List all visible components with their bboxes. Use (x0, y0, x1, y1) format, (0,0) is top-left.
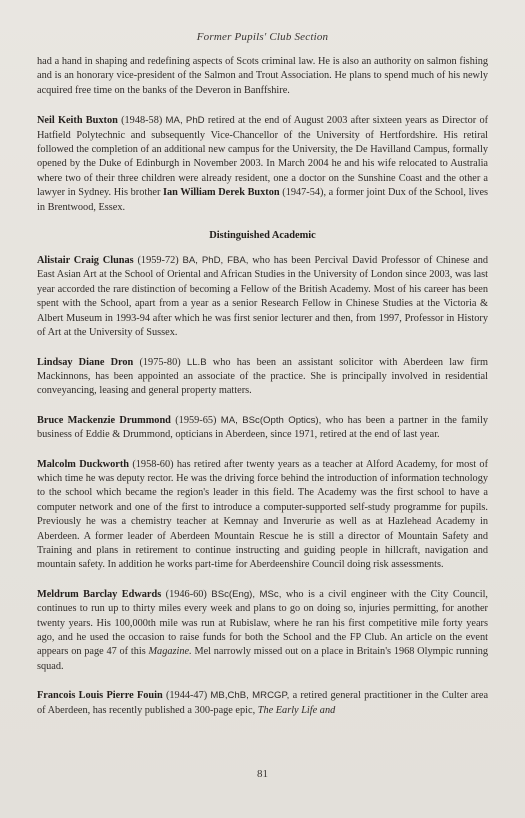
entry-qualifications: MB,ChB, MRCGP, (210, 690, 290, 702)
magazine-title: Magazine. (148, 646, 192, 658)
intro-text: had a hand in shaping and redefining aspects of Scots criminal law. He is also an authority on salmon fishing and is an honorary vice-president of the Salmon and Trout Association. He plans to spend much of his newly acquired free time on the banks of the Deveron in Banffshire. (37, 56, 488, 96)
entry-duckworth (37, 458, 488, 573)
entry-years: (1958-60) (132, 458, 174, 470)
page-number: 81 (257, 768, 268, 780)
entry-years: (1959-72) (137, 255, 179, 267)
entry-qualifications: MA, PhD (165, 115, 205, 127)
entry-qualifications: BSc(Eng), MSc, (211, 588, 282, 600)
entry-years: (1975-80) (139, 356, 181, 368)
running-head: Former Pupils' Club Section (196, 31, 329, 43)
entry-text: who has been a partner in the family business of Eddie & Drummond, opticians in Aberdeen, since 1971, retired at the end of last year. (37, 414, 488, 441)
entry-years: (1948-58) (121, 115, 163, 127)
entry-qualifications: MA, BSc(Opth Optics), (220, 414, 322, 426)
entry-qualifications: BA, PhD, FBA, (182, 255, 249, 267)
entry-name: Meldrum Barclay Edwards (37, 588, 162, 600)
entry-name: Lindsay Diane Dron (37, 356, 134, 368)
brother-name: Ian William Derek Buxton (163, 187, 280, 199)
entry-buxton (37, 114, 488, 215)
entry-text: a retired general practitioner in the Culter area of Aberdeen, has recently published a 300-page epic, (37, 690, 489, 716)
intro-paragraph (37, 55, 488, 98)
entry-fouin (37, 689, 488, 718)
page-body (37, 55, 488, 733)
entry-drummond (37, 414, 488, 443)
entry-text-tail: (1947-54), a former joint Dux of the School, lives in Brentwood, Essex. (37, 187, 489, 213)
entry-text: who has been Percival David Professor of Chinese and East Asian Art at the School of Oriental and African Studies in the University of London since 2003, was last year accorded the rare distinction of becoming a Fellow of the British Academy. Most of his career has been spent with the School, apart from a year as a senior Research Fellow in Chinese Studies at the Victoria & Albert Museum in 1993-94 after which he was first senior lecturer and then, from 1997, Professor in History of Art at the University of Sussex. (37, 255, 489, 339)
book-title: The Early Life and (257, 704, 336, 716)
section-heading: Distinguished Academic (209, 230, 316, 242)
entry-name: Alistair Craig Clunas (37, 255, 134, 267)
entry-dron (37, 356, 488, 399)
entry-clunas (37, 254, 488, 340)
entry-name: Malcolm Duckworth (37, 458, 129, 470)
entry-years: (1946-60) (165, 588, 207, 600)
entry-text: who is a civil engineer with the City Council, continues to run up to thirty miles every week and plans to go on doing so, injuries permitting, for another twenty years. His 100,000th mile was run at Rubislaw, where he ran his first competitive mile forty years ago, and he used the occasion to raise funds for both the School and the FP Club. An article on the event appears on page 47 of this (37, 588, 489, 658)
entry-text: has retired after twenty years as a teacher at Alford Academy, for most of which time he was deputy rector. He was the driving force behind the introduction of information technology to the school which became the region's leader in this field. The Academy was the first school to have a computer network and one of the first to introduce a computer-supported self-study programme for pupils. Previously he was a chemistry teacher at Kemnay and Inverurie as well as at Hazlehead Academy in Aberdeen. A former leader of Aberdeen Mountain Rescue he is still a director of Mountain Safety and Training and plans in retirement to continue instructing and guiding people in hillcraft, navigation and mountain safety. In addition he works part-time for Aberdeenshire Council doing risk assessments. (37, 458, 489, 571)
entry-qualifications: LL.B (186, 356, 207, 368)
entry-years: (1959-65) (175, 414, 217, 426)
entry-name: Bruce Mackenzie Drummond (37, 414, 171, 426)
entry-text-tail: Mel narrowly missed out on a place in Britain's 1968 Olympic running squad. (37, 646, 488, 672)
entry-name: Francois Louis Pierre Fouin (37, 690, 163, 702)
entry-edwards (37, 588, 488, 674)
entry-text: retired at the end of August 2003 after sixteen years as Director of Hatfield Polytechnic and subsequently Vice-Chancellor of the University of Hertfordshire. His retiral followed the completion of an additional new campus for the University, the De Havilland Campus, formally opened by the Duke of Edinburgh in November 2003. In March 2004 he and his wife relocated to Australia where two of their three children were already resident, one a doctor on the Sunshine Coast and the other a lawyer in Sydney. His brother (37, 115, 489, 199)
entry-years: (1944-47) (165, 690, 208, 702)
entry-text: who has been an assistant solicitor with Aberdeen law firm Mackinnons, has been appointed an associate of the practice. She is principally involved in residential conveyancing, leasing and general property matters. (37, 356, 489, 397)
entry-name: Neil Keith Buxton (37, 115, 118, 127)
